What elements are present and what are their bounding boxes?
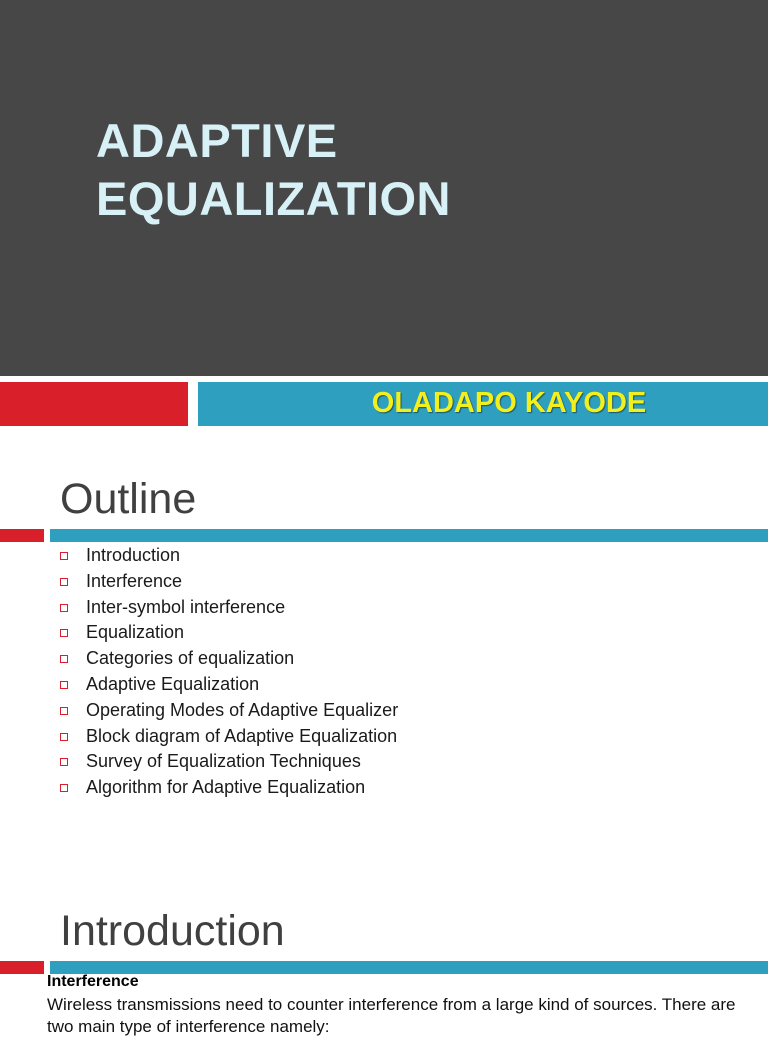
outline-item xyxy=(58,750,398,776)
outline-item xyxy=(58,647,398,673)
introduction-body-text: Wireless transmissions need to counter interference from a large kind of sources. There are two main type of interference namely: xyxy=(47,995,736,1036)
outline-item-label: Categories of equalization xyxy=(86,648,295,669)
author-name: OLADAPO KAYODE xyxy=(371,387,647,419)
outline-item-label: Introduction xyxy=(86,545,181,565)
hollow-square-bullet-icon xyxy=(60,604,68,612)
hollow-square-bullet-icon xyxy=(60,681,68,689)
outline-item-label: Inter-symbol interference xyxy=(86,596,286,617)
hollow-square-bullet-icon xyxy=(60,707,68,715)
outline-item-label: Equalization xyxy=(86,622,185,643)
outline-accent-blue-bar xyxy=(50,529,768,542)
hollow-square-bullet-icon xyxy=(60,758,68,766)
title-line-1: ADAPTIVE xyxy=(96,114,338,167)
outline-item xyxy=(58,699,398,725)
hollow-square-bullet-icon xyxy=(60,655,68,663)
title-slide xyxy=(0,0,768,433)
outline-item xyxy=(58,570,398,596)
outline-item xyxy=(58,673,398,699)
hollow-square-bullet-icon xyxy=(60,733,68,741)
outline-item xyxy=(58,544,398,570)
title-line-2: EQUALIZATION xyxy=(96,172,451,225)
outline-item-label: Survey of Equalization Techniques xyxy=(86,751,361,772)
intro-accent-blue-bar xyxy=(50,961,768,974)
outline-item xyxy=(58,776,398,802)
introduction-subheading: Interference xyxy=(47,973,139,990)
outline-item xyxy=(58,621,398,647)
outline-item-label: Block diagram of Adaptive Equalization xyxy=(86,725,398,746)
hollow-square-bullet-icon xyxy=(60,578,68,586)
intro-accent-red-bar xyxy=(0,961,44,974)
outline-title: Outline xyxy=(60,475,197,523)
outline-item xyxy=(58,596,398,622)
hollow-square-bullet-icon xyxy=(60,629,68,637)
outline-item-label: Operating Modes of Adaptive Equalizer xyxy=(86,699,399,720)
outline-item-label: Algorithm for Adaptive Equalization xyxy=(86,777,366,798)
outline-slide xyxy=(0,433,768,871)
outline-item-label: Adaptive Equalization xyxy=(86,673,260,694)
introduction-slide xyxy=(0,871,768,1036)
outline-item xyxy=(58,725,398,751)
presentation-title xyxy=(96,112,451,228)
title-accent-red-bar xyxy=(0,382,188,426)
outline-item-label: Interference xyxy=(86,570,183,591)
outline-list xyxy=(58,544,398,802)
hollow-square-bullet-icon xyxy=(60,784,68,792)
introduction-title: Introduction xyxy=(60,907,285,955)
outline-accent-red-bar xyxy=(0,529,44,542)
hollow-square-bullet-icon xyxy=(60,552,68,560)
